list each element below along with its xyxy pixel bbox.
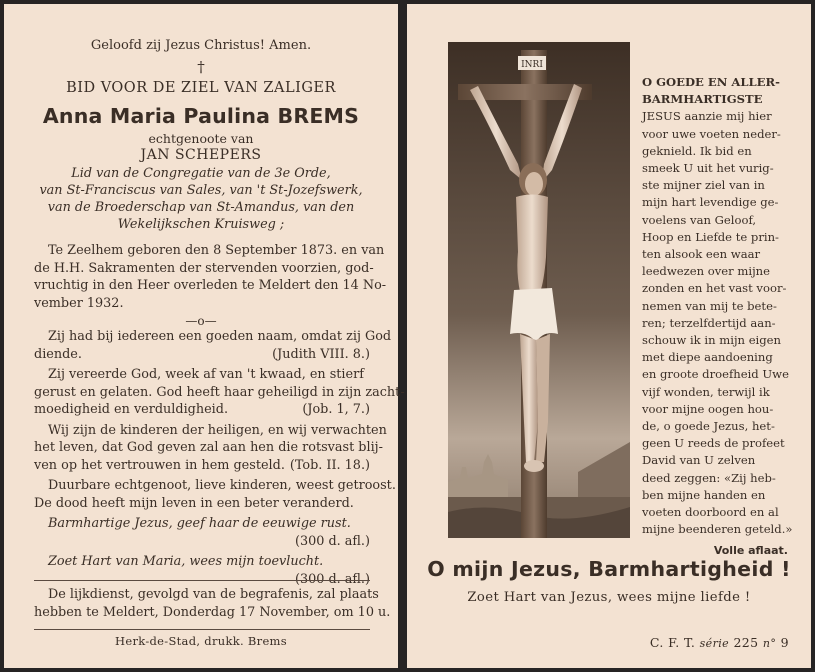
prayer-line: mijne beenderen geteld.» bbox=[642, 522, 793, 537]
prayer-line: David van U zelven bbox=[642, 453, 756, 468]
body-line: Barmhartige Jezus, geef haar de eeuwige rust. bbox=[48, 516, 351, 531]
prayer-line: O GOEDE EN ALLER- bbox=[642, 75, 780, 89]
series-word: série bbox=[699, 637, 730, 650]
series-no-label: n° bbox=[762, 637, 777, 650]
prayer-heading: BID VOOR DE ZIEL VAN ZALIGER bbox=[66, 80, 336, 96]
body-line: Zij vereerde God, week af van 't kwaad, en stierf bbox=[48, 367, 364, 382]
prayer-line: BARMHARTIGSTE bbox=[642, 92, 763, 107]
funeral-notice bbox=[34, 586, 391, 622]
cross-icon: † bbox=[197, 58, 205, 76]
prayer-line: voeten doorboord en al bbox=[642, 505, 779, 520]
motto: Geloofd zij Jezus Christus! Amen. bbox=[90, 38, 312, 53]
scripture-reference: (Job. 1, 7.) bbox=[302, 402, 370, 417]
prayer-line: geen U reeds de profeet bbox=[642, 436, 785, 451]
body-line-text: diende. bbox=[34, 346, 82, 362]
prayer-line: ste mijner ziel van in bbox=[642, 178, 765, 193]
scripture-reference: (Tob. II. 18.) bbox=[289, 457, 370, 473]
scripture-reference: (Judith VIII. 8.) bbox=[272, 346, 370, 362]
prayer-line: leedwezen over mijne bbox=[642, 264, 771, 279]
biography-line: Te Zeelhem geboren den 8 September 1873. en van bbox=[48, 243, 385, 258]
prayer-line: nemen van mij te bete- bbox=[642, 298, 777, 313]
separator: —o— bbox=[185, 314, 217, 328]
funeral-line: hebben te Meldert, Donderdag 17 November, om 10 u. bbox=[34, 605, 391, 620]
biography bbox=[34, 242, 387, 312]
invocation-title: O mijn Jezus, Barmhartigheid ! bbox=[427, 557, 791, 581]
prayer-line: deed zeggen: «Zij heb- bbox=[642, 470, 776, 485]
prayer-line: JESUS aanzie mij hier bbox=[642, 109, 772, 124]
series-value: 225 bbox=[733, 635, 759, 650]
body-line-text: moedigheid en verduldigheid. bbox=[34, 402, 229, 417]
spouse-label: echtgenoote van bbox=[148, 131, 254, 146]
prayer-text bbox=[642, 74, 792, 560]
membership-line: Lid van de Congregatie van de 3e Orde, bbox=[71, 166, 331, 181]
memberships bbox=[22, 165, 380, 233]
body-line: Zoet Hart van Maria, wees mijn toevlucht. bbox=[48, 554, 324, 569]
indulgence-note: Volle aflaat. bbox=[713, 544, 788, 558]
memorial-card-text-side bbox=[4, 4, 405, 668]
prayer-line: ben mijne handen en bbox=[642, 487, 766, 502]
body-line bbox=[34, 457, 374, 475]
membership-line: Wekelijkschen Kruisweg ; bbox=[117, 217, 285, 232]
body-line: De dood heeft mijn leven in een beter veranderd. bbox=[34, 495, 354, 511]
body-line: gerust en gelaten. God heeft haar geheiligd in zijn zacht- bbox=[34, 384, 405, 400]
crucifix-illustration bbox=[448, 42, 630, 538]
membership-line: van St-Franciscus van Sales, van 't St-Jozefswerk, bbox=[39, 183, 363, 198]
body-line: Zij had bij iedereen een goeden naam, omdat zij God bbox=[48, 329, 392, 344]
membership-line: van de Broederschap van St-Amandus, van den bbox=[47, 200, 355, 215]
body-line-text: ven op het vertrouwen in hem gesteld. bbox=[34, 457, 285, 473]
spouse-name: JAN SCHEPERS bbox=[140, 147, 262, 163]
deceased-name: Anna Maria Paulina BREMS bbox=[42, 104, 360, 128]
divider bbox=[34, 629, 370, 630]
body-line bbox=[34, 346, 374, 364]
series-no: 9 bbox=[780, 635, 789, 650]
biography-line: vruchtig in den Heer overleden te Meldert den 14 No- bbox=[34, 278, 387, 293]
funeral-line: De lijkdienst, gevolgd van de begrafenis, zal plaats bbox=[48, 587, 379, 602]
scripture-body bbox=[34, 328, 405, 588]
memorial-card-image-side bbox=[407, 4, 811, 668]
body-line: Wij zijn de kinderen der heiligen, en wij verwachten bbox=[48, 422, 387, 438]
body-line: (300 d. afl.) bbox=[294, 571, 370, 587]
prayer-line: ren; terzelfdertijd aan- bbox=[642, 315, 776, 330]
series-number bbox=[650, 635, 789, 650]
prayer-line: met diepe aandoening bbox=[642, 350, 773, 365]
inri-plaque: INRI bbox=[521, 60, 543, 70]
prayer-line: Hoop en Liefde te prin- bbox=[642, 229, 779, 244]
prayer-line: voor uwe voeten neder- bbox=[642, 126, 781, 141]
body-line: (300 d. afl.) bbox=[294, 533, 370, 549]
prayer-line: zonden en het vast voor- bbox=[642, 281, 787, 296]
crucifix-image bbox=[448, 42, 630, 538]
divider bbox=[34, 580, 370, 581]
body-line: het leven, dat God geven zal aan hen die rotsvast blij- bbox=[34, 440, 383, 455]
printer-credit: Herk-de-Stad, drukk. Brems bbox=[115, 634, 287, 648]
prayer-line: smeek U uit het vurig- bbox=[642, 161, 774, 176]
biography-line: vember 1932. bbox=[34, 295, 124, 311]
body-line: Duurbare echtgenoot, lieve kinderen, weest getroost. bbox=[48, 478, 396, 493]
prayer-line: voor mijne oogen hou- bbox=[642, 401, 774, 416]
prayer-line: de, o goede Jezus, het- bbox=[642, 419, 775, 434]
biography-line: de H.H. Sakramenten der stervenden voorzien, god- bbox=[34, 260, 374, 276]
prayer-line: geknield. Ik bid en bbox=[642, 143, 752, 158]
prayer-line: ten alsook een waar bbox=[642, 247, 761, 262]
prayer-line: mijn hart levendige ge- bbox=[642, 195, 779, 210]
body-line bbox=[34, 401, 374, 419]
invocation-subtitle: Zoet Hart van Jezus, wees mijne liefde ! bbox=[467, 590, 751, 605]
prayer-line: vijf wonden, terwijl ik bbox=[642, 384, 770, 399]
prayer-line: voelens van Geloof, bbox=[642, 212, 757, 227]
series-prefix: C. F. T. bbox=[649, 635, 696, 650]
prayer-line: schouw ik in mijn eigen bbox=[642, 333, 782, 348]
prayer-line: en groote droefheid Uwe bbox=[642, 367, 789, 382]
